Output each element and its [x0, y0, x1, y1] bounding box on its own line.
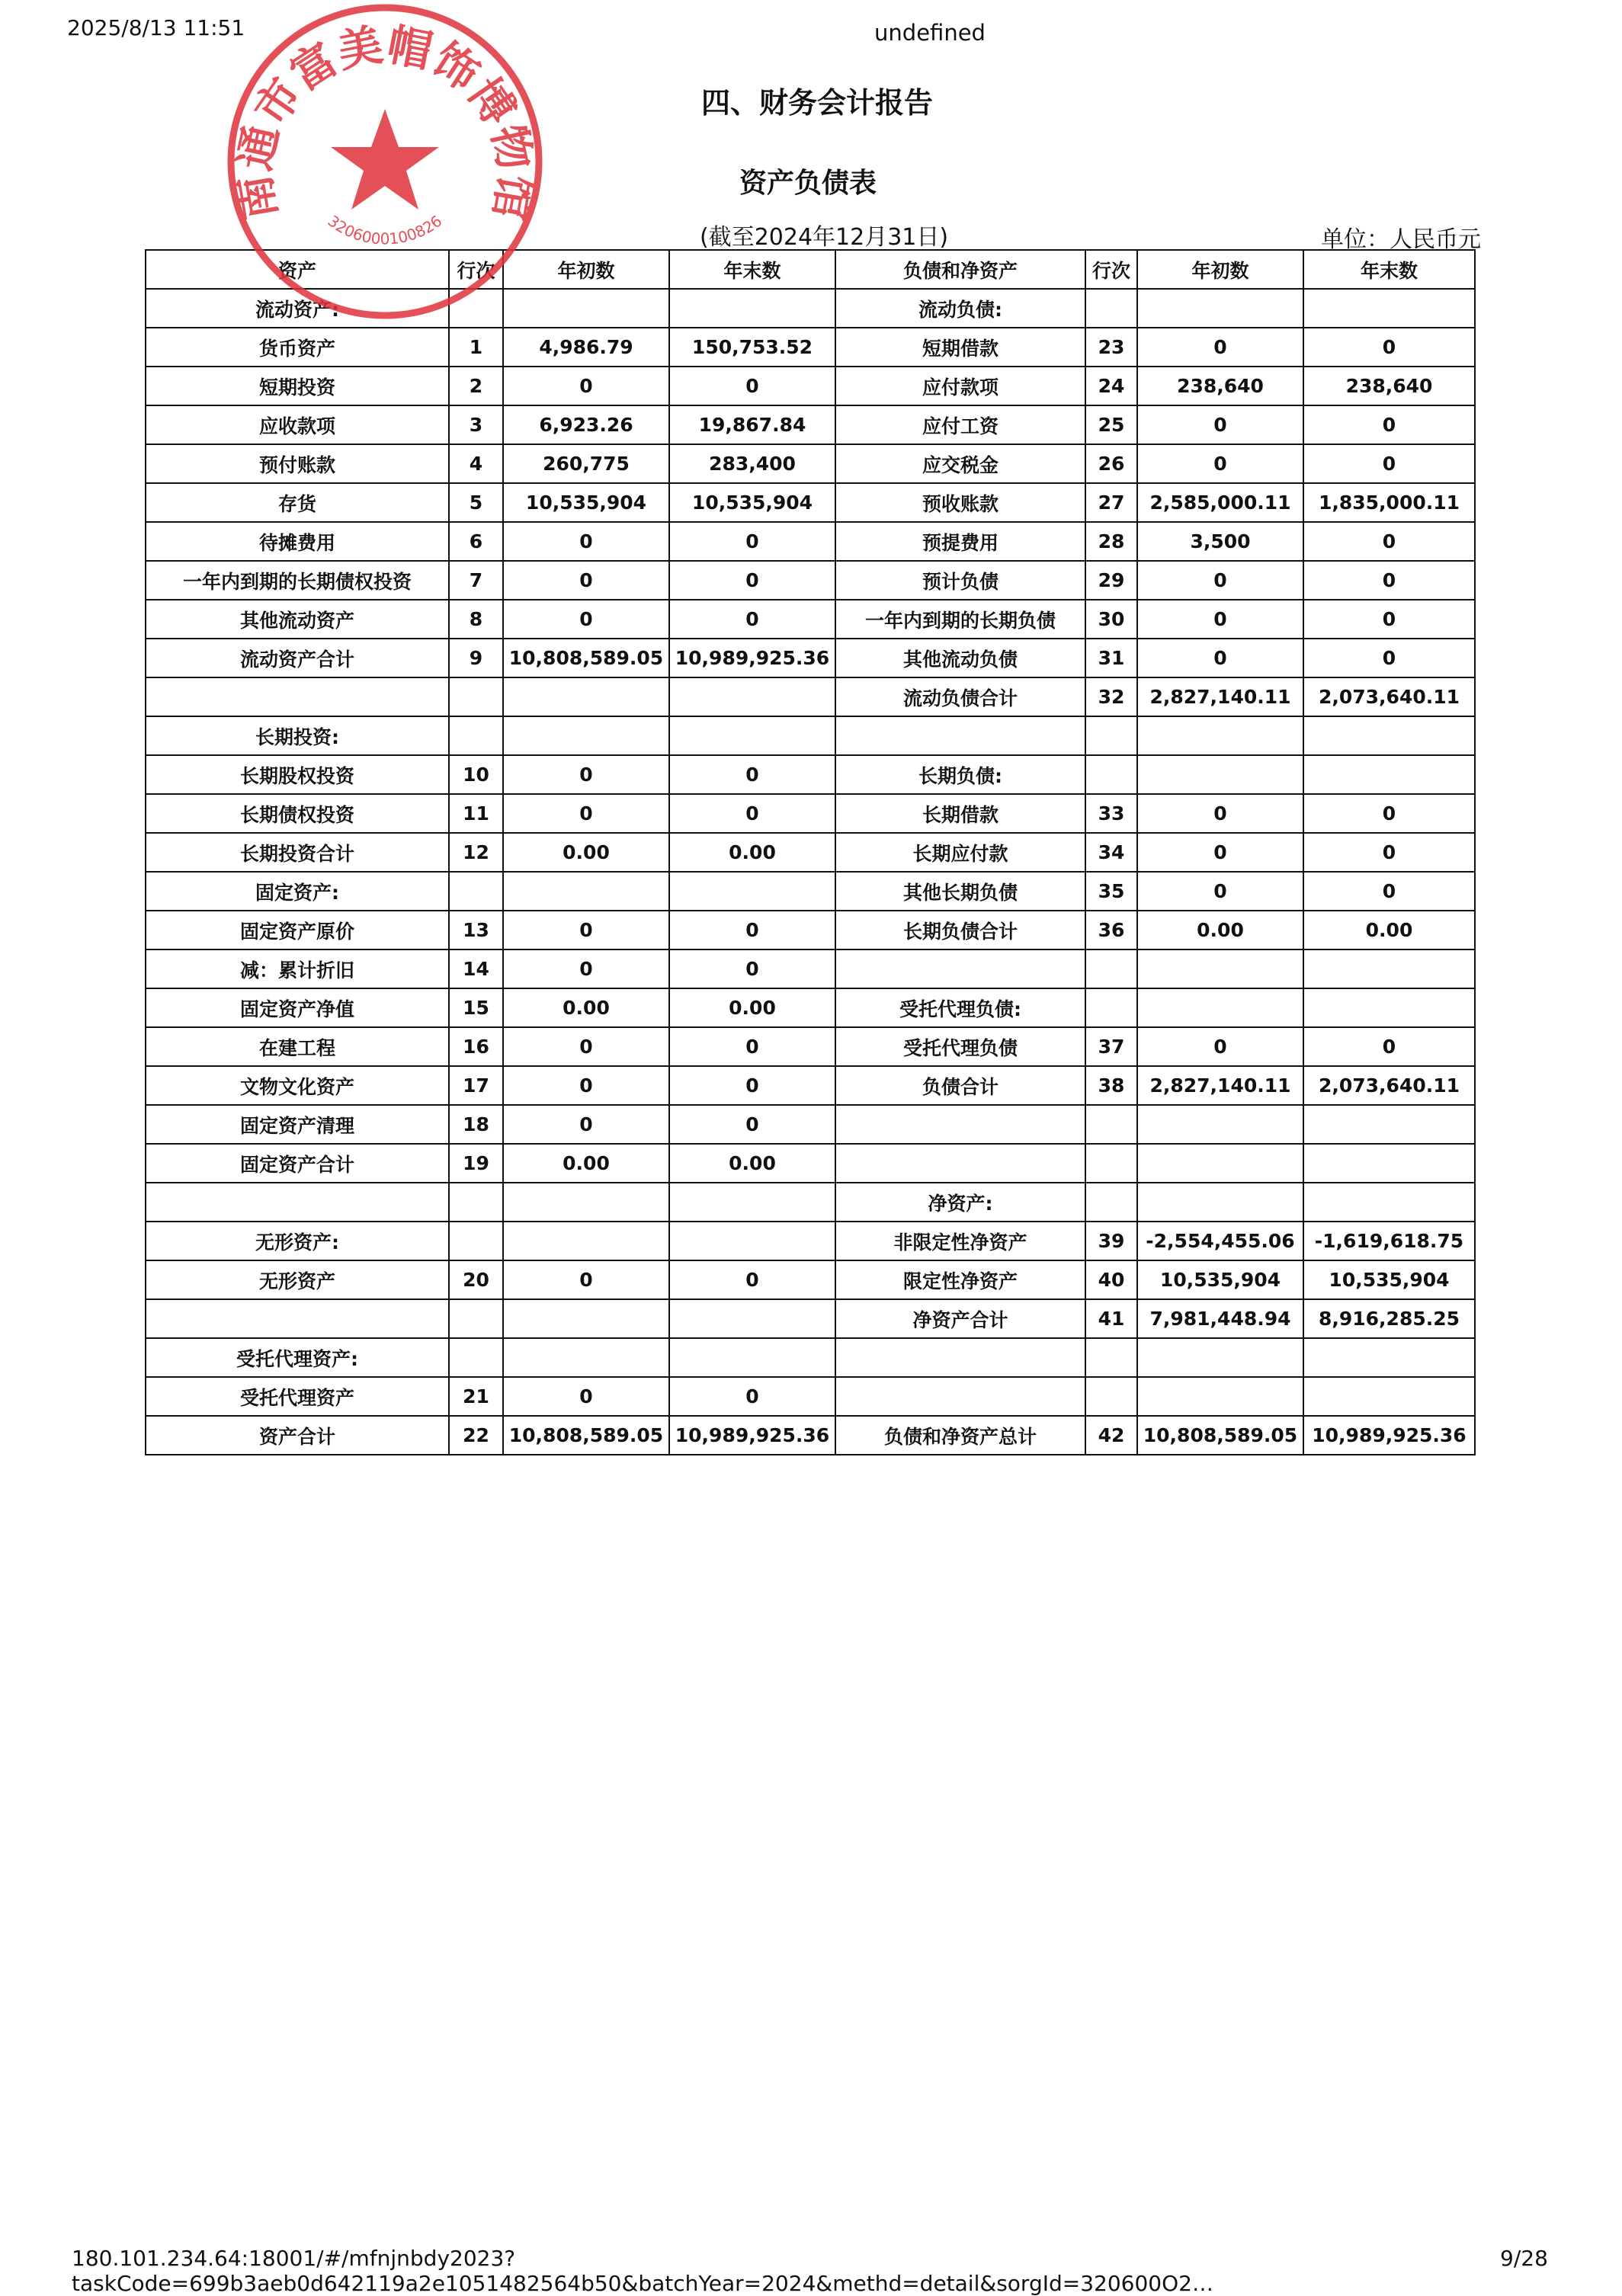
table-row [146, 1183, 1475, 1222]
table-cell: 0 [669, 1377, 835, 1416]
table-cell: 0 [503, 911, 669, 949]
table-cell: 0 [1137, 405, 1303, 444]
table-cell [1303, 289, 1475, 328]
table-cell: 限定性净资产 [835, 1260, 1085, 1299]
table-cell: 16 [449, 1027, 503, 1066]
table-cell [1137, 755, 1303, 794]
table-cell [1085, 1183, 1137, 1222]
column-header: 年初数 [503, 250, 669, 289]
table-cell: 1 [449, 328, 503, 367]
table-cell: 0 [669, 561, 835, 600]
table-cell: 0 [1137, 561, 1303, 600]
table-row [146, 1338, 1475, 1377]
table-cell: 22 [449, 1416, 503, 1455]
table-cell: 0 [503, 949, 669, 988]
table-cell: 无形资产: [146, 1222, 449, 1260]
table-cell [1137, 1338, 1303, 1377]
table-cell: 固定资产清理 [146, 1105, 449, 1144]
table-cell: 固定资产原价 [146, 911, 449, 949]
table-cell: 0 [1303, 328, 1475, 367]
table-cell: 7 [449, 561, 503, 600]
table-cell [1085, 716, 1137, 755]
table-cell: 18 [449, 1105, 503, 1144]
table-cell: 40 [1085, 1260, 1137, 1299]
table-row [146, 561, 1475, 600]
table-cell: 19 [449, 1144, 503, 1183]
table-cell: 长期投资合计 [146, 833, 449, 872]
table-row [146, 1260, 1475, 1299]
table-cell: -2,554,455.06 [1137, 1222, 1303, 1260]
table-cell: 0.00 [1137, 911, 1303, 949]
table-body [146, 289, 1475, 1455]
table-cell: 0 [669, 755, 835, 794]
table-cell: 0.00 [669, 988, 835, 1027]
print-datetime: 2025/8/13 11:51 [67, 15, 245, 40]
table-title: 资产负债表 [739, 168, 877, 199]
table-cell [1085, 1377, 1137, 1416]
table-cell: 0 [669, 1260, 835, 1299]
table-cell: 2,585,000.11 [1137, 483, 1303, 522]
table-cell: 0 [503, 561, 669, 600]
table-cell: 0 [1303, 1027, 1475, 1066]
table-cell: 20 [449, 1260, 503, 1299]
table-cell [1085, 988, 1137, 1027]
table-cell: 0 [503, 367, 669, 405]
table-cell: 其他流动资产 [146, 600, 449, 639]
table-cell: 0 [669, 911, 835, 949]
table-cell: 0 [503, 522, 669, 561]
table-row [146, 872, 1475, 911]
column-header: 年末数 [1303, 250, 1475, 289]
table-row [146, 677, 1475, 716]
table-cell: 12 [449, 833, 503, 872]
table-cell [1085, 1144, 1137, 1183]
table-cell [669, 1299, 835, 1338]
table-cell [503, 1299, 669, 1338]
table-row [146, 1299, 1475, 1338]
column-header: 行次 [1085, 250, 1137, 289]
table-cell [835, 1144, 1085, 1183]
table-cell: 0 [503, 600, 669, 639]
table-cell: 0 [1303, 833, 1475, 872]
table-cell [1137, 716, 1303, 755]
table-row [146, 1377, 1475, 1416]
table-cell [1137, 949, 1303, 988]
table-cell: 13 [449, 911, 503, 949]
table-cell [1085, 755, 1137, 794]
balance-sheet-table [145, 249, 1476, 1455]
table-cell: 待摊费用 [146, 522, 449, 561]
table-cell [1137, 1377, 1303, 1416]
table-cell [835, 1105, 1085, 1144]
column-header: 年初数 [1137, 250, 1303, 289]
table-row [146, 367, 1475, 405]
table-cell: 其他长期负债 [835, 872, 1085, 911]
table-cell: 0 [1303, 794, 1475, 833]
column-header: 年末数 [669, 250, 835, 289]
table-cell: 10,535,904 [503, 483, 669, 522]
table-cell: 0 [503, 755, 669, 794]
table-row [146, 755, 1475, 794]
table-cell: 长期负债: [835, 755, 1085, 794]
table-cell: 10,535,904 [1137, 1260, 1303, 1299]
table-cell: 0 [669, 1027, 835, 1066]
table-row [146, 833, 1475, 872]
seal-star-icon [331, 109, 439, 210]
table-cell [449, 1183, 503, 1222]
table-cell [449, 716, 503, 755]
table-cell: 29 [1085, 561, 1137, 600]
table-cell [449, 677, 503, 716]
table-cell: 净资产合计 [835, 1299, 1085, 1338]
table-row [146, 328, 1475, 367]
page-number: 9/28 [1500, 2246, 1548, 2271]
table-cell: 受托代理资产: [146, 1338, 449, 1377]
table-cell: 36 [1085, 911, 1137, 949]
table-cell: -1,619,618.75 [1303, 1222, 1475, 1260]
table-cell: 货币资产 [146, 328, 449, 367]
table-cell: 0 [1303, 561, 1475, 600]
table-cell: 4 [449, 444, 503, 483]
table-cell: 283,400 [669, 444, 835, 483]
footer-url: 180.101.234.64:18001/#/mfnjnbdy2023?taskCode=699b3aeb0d642119a2e1051482564b50&batchYear=2024&methd=detail&sorgId=320600O2… [72, 2246, 1213, 2296]
table-cell: 0.00 [503, 1144, 669, 1183]
table-cell: 0 [1303, 444, 1475, 483]
table-cell [835, 1338, 1085, 1377]
table-cell: 0 [669, 794, 835, 833]
table-cell: 37 [1085, 1027, 1137, 1066]
table-cell [1303, 949, 1475, 988]
report-date: (截至2024年12月31日) [700, 224, 949, 251]
table-cell [503, 872, 669, 911]
table-cell: 238,640 [1303, 367, 1475, 405]
table-cell: 长期应付款 [835, 833, 1085, 872]
table-cell: 5 [449, 483, 503, 522]
table-cell: 10,535,904 [1303, 1260, 1475, 1299]
table-cell: 24 [1085, 367, 1137, 405]
table-cell [835, 949, 1085, 988]
table-cell: 短期借款 [835, 328, 1085, 367]
table-cell: 2,073,640.11 [1303, 1066, 1475, 1105]
table-cell: 10,808,589.05 [503, 639, 669, 677]
table-cell: 10,535,904 [669, 483, 835, 522]
table-cell: 短期投资 [146, 367, 449, 405]
table-row [146, 405, 1475, 444]
table-cell: 0 [503, 1105, 669, 1144]
table-cell: 0 [1137, 444, 1303, 483]
table-cell [146, 1299, 449, 1338]
table-cell [1137, 1105, 1303, 1144]
table-cell: 预付账款 [146, 444, 449, 483]
table-cell: 负债合计 [835, 1066, 1085, 1105]
table-cell [503, 1222, 669, 1260]
table-cell: 一年内到期的长期负债 [835, 600, 1085, 639]
table-cell: 10,989,925.36 [1303, 1416, 1475, 1455]
table-cell [1303, 716, 1475, 755]
table-cell: 存货 [146, 483, 449, 522]
table-cell: 0 [1303, 872, 1475, 911]
table-cell: 3,500 [1137, 522, 1303, 561]
table-cell: 应付款项 [835, 367, 1085, 405]
table-cell: 150,753.52 [669, 328, 835, 367]
table-cell: 0.00 [1303, 911, 1475, 949]
table-cell [669, 1338, 835, 1377]
table-cell: 42 [1085, 1416, 1137, 1455]
table-cell: 6,923.26 [503, 405, 669, 444]
table-cell: 0 [1303, 639, 1475, 677]
table-row [146, 949, 1475, 988]
table-cell: 38 [1085, 1066, 1137, 1105]
table-cell: 预收账款 [835, 483, 1085, 522]
table-cell [1303, 1377, 1475, 1416]
table-cell: 预提费用 [835, 522, 1085, 561]
table-cell: 23 [1085, 328, 1137, 367]
table-cell: 11 [449, 794, 503, 833]
table-cell [146, 677, 449, 716]
table-cell: 负债和净资产总计 [835, 1416, 1085, 1455]
table-cell [669, 289, 835, 328]
table-cell: 0 [503, 1066, 669, 1105]
table-cell: 30 [1085, 600, 1137, 639]
table-cell [1085, 1105, 1137, 1144]
table-cell [449, 1299, 503, 1338]
currency-unit: 单位：人民币元 [1321, 226, 1481, 253]
table-cell: 10,808,589.05 [1137, 1416, 1303, 1455]
table-cell [1303, 1144, 1475, 1183]
table-cell: 21 [449, 1377, 503, 1416]
table-cell: 25 [1085, 405, 1137, 444]
table-cell [835, 1377, 1085, 1416]
table-cell: 0.00 [503, 988, 669, 1027]
table-cell [146, 1183, 449, 1222]
table-cell: 0 [1137, 1027, 1303, 1066]
table-cell: 41 [1085, 1299, 1137, 1338]
table-cell: 长期借款 [835, 794, 1085, 833]
table-cell: 流动资产合计 [146, 639, 449, 677]
table-cell [669, 872, 835, 911]
table-row [146, 1416, 1475, 1455]
table-cell [1085, 289, 1137, 328]
table-cell: 4,986.79 [503, 328, 669, 367]
table-cell: 固定资产合计 [146, 1144, 449, 1183]
table-cell [835, 716, 1085, 755]
table-row [146, 444, 1475, 483]
table-cell [1303, 988, 1475, 1027]
table-cell: 31 [1085, 639, 1137, 677]
table-cell: 14 [449, 949, 503, 988]
table-cell: 0.00 [669, 833, 835, 872]
table-cell: 流动资产: [146, 289, 449, 328]
table-cell: 0 [503, 1377, 669, 1416]
table-cell: 受托代理负债 [835, 1027, 1085, 1066]
table-cell: 10 [449, 755, 503, 794]
table-cell [1303, 1183, 1475, 1222]
table-row [146, 988, 1475, 1027]
table-cell: 34 [1085, 833, 1137, 872]
official-seal [226, 2, 544, 321]
page-header-title: undefined [874, 20, 986, 46]
table-cell: 2 [449, 367, 503, 405]
table-cell: 10,989,925.36 [669, 639, 835, 677]
table-cell [669, 1183, 835, 1222]
table-cell: 固定资产: [146, 872, 449, 911]
table-cell: 26 [1085, 444, 1137, 483]
table-cell: 0 [1303, 522, 1475, 561]
table-cell: 35 [1085, 872, 1137, 911]
table-cell [1085, 1338, 1137, 1377]
table-cell: 0 [503, 1027, 669, 1066]
table-cell: 17 [449, 1066, 503, 1105]
table-cell: 长期负债合计 [835, 911, 1085, 949]
table-cell [503, 1338, 669, 1377]
seal-name-text: 南通市富美帽饰博物馆 [228, 18, 542, 224]
table-row [146, 1027, 1475, 1066]
table-cell: 7,981,448.94 [1137, 1299, 1303, 1338]
table-cell: 2,827,140.11 [1137, 1066, 1303, 1105]
table-row [146, 522, 1475, 561]
table-cell: 流动负债: [835, 289, 1085, 328]
table-cell: 长期债权投资 [146, 794, 449, 833]
table-cell [503, 1183, 669, 1222]
table-cell: 10,989,925.36 [669, 1416, 835, 1455]
table-cell: 6 [449, 522, 503, 561]
table-cell: 8 [449, 600, 503, 639]
table-row [146, 911, 1475, 949]
table-cell [1303, 1338, 1475, 1377]
table-cell [449, 872, 503, 911]
table-cell [1137, 289, 1303, 328]
table-row [146, 1222, 1475, 1260]
table-cell: 27 [1085, 483, 1137, 522]
table-cell: 长期股权投资 [146, 755, 449, 794]
table-cell: 净资产: [835, 1183, 1085, 1222]
table-cell: 0 [1303, 405, 1475, 444]
table-cell: 238,640 [1137, 367, 1303, 405]
table-cell: 3 [449, 405, 503, 444]
table-cell: 8,916,285.25 [1303, 1299, 1475, 1338]
table-cell: 2,073,640.11 [1303, 677, 1475, 716]
column-header: 负债和净资产 [835, 250, 1085, 289]
table-cell: 0.00 [503, 833, 669, 872]
table-cell: 0 [1137, 639, 1303, 677]
table-cell: 其他流动负债 [835, 639, 1085, 677]
table-cell: 0 [669, 522, 835, 561]
table-cell [669, 716, 835, 755]
table-cell: 0 [1303, 600, 1475, 639]
table-cell: 33 [1085, 794, 1137, 833]
table-cell: 资产合计 [146, 1416, 449, 1455]
table-cell: 文物文化资产 [146, 1066, 449, 1105]
table-cell: 0 [503, 794, 669, 833]
table-cell: 受托代理负债: [835, 988, 1085, 1027]
table-cell: 10,808,589.05 [503, 1416, 669, 1455]
table-cell: 固定资产净值 [146, 988, 449, 1027]
table-cell: 流动负债合计 [835, 677, 1085, 716]
table-cell [1303, 755, 1475, 794]
table-cell [1137, 1183, 1303, 1222]
seal-number-text: 3206000100826 [324, 211, 446, 248]
table-cell: 0 [503, 1260, 669, 1299]
table-cell: 无形资产 [146, 1260, 449, 1299]
column-header: 资产 [146, 250, 449, 289]
table-cell: 0 [669, 1105, 835, 1144]
table-cell [503, 677, 669, 716]
table-cell [449, 1338, 503, 1377]
table-cell [449, 1222, 503, 1260]
table-cell: 2,827,140.11 [1137, 677, 1303, 716]
table-cell [503, 716, 669, 755]
table-cell: 0 [1137, 328, 1303, 367]
table-cell: 0 [669, 1066, 835, 1105]
table-cell: 在建工程 [146, 1027, 449, 1066]
table-cell: 0 [1137, 872, 1303, 911]
table-cell [1085, 949, 1137, 988]
table-cell: 减：累计折旧 [146, 949, 449, 988]
table-cell: 一年内到期的长期债权投资 [146, 561, 449, 600]
table-cell: 19,867.84 [669, 405, 835, 444]
table-cell: 28 [1085, 522, 1137, 561]
table-cell [669, 1222, 835, 1260]
table-cell: 非限定性净资产 [835, 1222, 1085, 1260]
table-cell: 0 [1137, 794, 1303, 833]
table-cell: 15 [449, 988, 503, 1027]
table-cell: 39 [1085, 1222, 1137, 1260]
column-header: 行次 [449, 250, 503, 289]
table-row [146, 1105, 1475, 1144]
table-cell: 0 [1137, 600, 1303, 639]
table-cell [1137, 1144, 1303, 1183]
table-cell: 应收款项 [146, 405, 449, 444]
table-cell: 应交税金 [835, 444, 1085, 483]
table-cell [1303, 1105, 1475, 1144]
table-cell [1137, 988, 1303, 1027]
table-row [146, 1066, 1475, 1105]
table-row [146, 600, 1475, 639]
table-cell: 0 [669, 600, 835, 639]
table-cell: 预计负债 [835, 561, 1085, 600]
table-cell: 260,775 [503, 444, 669, 483]
table-row [146, 716, 1475, 755]
table-cell: 0.00 [669, 1144, 835, 1183]
table-cell: 0 [669, 949, 835, 988]
table-cell: 应付工资 [835, 405, 1085, 444]
table-cell: 9 [449, 639, 503, 677]
table-cell: 受托代理资产 [146, 1377, 449, 1416]
table-row [146, 639, 1475, 677]
table-cell: 0 [669, 367, 835, 405]
table-cell: 32 [1085, 677, 1137, 716]
table-cell [669, 677, 835, 716]
section-title: 四、财务会计报告 [701, 86, 934, 120]
table-row [146, 1144, 1475, 1183]
table-cell: 长期投资: [146, 716, 449, 755]
table-cell: 0 [1137, 833, 1303, 872]
table-row [146, 794, 1475, 833]
table-row [146, 483, 1475, 522]
table-cell: 1,835,000.11 [1303, 483, 1475, 522]
